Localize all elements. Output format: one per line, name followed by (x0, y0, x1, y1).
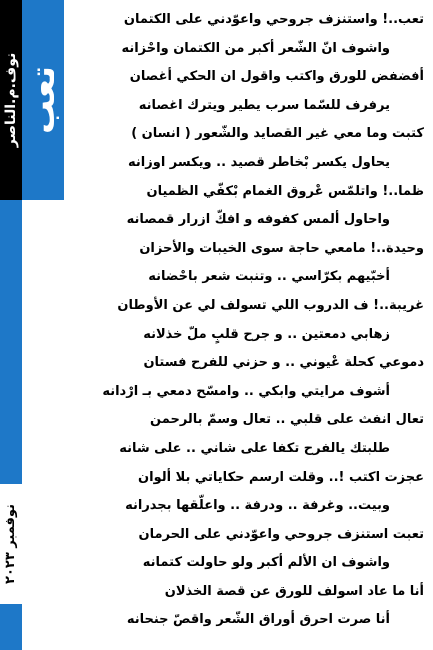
poem-line: واحاول ألمس كفوفه و افكّ ازرار قمصانه (126, 212, 390, 228)
poem-line: تعال انفث على قلبي .. تعال وسمّ بالرحمن (150, 412, 424, 428)
poem-line: يحاول يكسر بْخاطر قصيد .. ويكسر اوزانه (128, 154, 390, 170)
poem-line: تعبت استنزف جروحي واعوّدني على الحرمان (138, 526, 424, 542)
poem-line: وحيدة..! مامعي حاجة سوى الخيبات والأحزان (139, 240, 424, 256)
poem-line: أشوف مرايتي وابكي .. وامسّح دمعي بـ ارْدانه (102, 383, 390, 399)
poem-line: تعب..! واستنزف جروحي واعوّدني على الكتمان (123, 12, 424, 27)
poem-line: كتبت وما معي غير القصايد والشّعور ( انسان ) (131, 126, 424, 142)
poem-line: أفضفض للورق واكتب واقول ان الحكي أغصان (129, 69, 424, 85)
poem-line: أخبّيهم بكرّاسي .. وتنبت شعر باحْضانه (148, 269, 390, 285)
poem-date: نوفمبر ٢٠٢٣ (3, 504, 18, 584)
poem-line: ظما..! واتلمّس عْروق الغمام بْكفّي الظميان (146, 183, 424, 199)
poem-line: طلبتك يالفرح تكفا على شاني .. على شانه (119, 440, 390, 456)
poem-line: أنا ما عاد اسولف للورق عن قصة الخذلان (164, 583, 424, 599)
poem-line: غريبة..! ف الدروب اللي تسولف لي عن الأوطان (117, 297, 424, 313)
author-block (0, 0, 22, 200)
title-block (22, 0, 64, 200)
poem-body (64, 6, 424, 646)
poem-title: تعب (23, 66, 63, 134)
author-name: نوف.م.الناصر (3, 52, 19, 148)
poem-line: واشوف انّ الشّعر أكبر من الكتمان واحْزانه (121, 40, 390, 56)
poem-line: أنا صرت احرق أوراق الشّعر واقصّ جنحانه (126, 612, 390, 628)
poem-line: دموعي كحلة عْيوني .. و حزني للفرح فستان (143, 355, 424, 371)
poem-line: واشوف ان الألم أكبر ولو حاولت كتمانه (142, 555, 390, 571)
poem-line: وبيت.. وغرفة .. ودرفة .. واعلّقها بجدرانه (125, 498, 390, 514)
side-banner (0, 0, 64, 650)
poem-line: يرفرف للسّما سرب يطير ويترك اغصانه (138, 97, 390, 113)
poem-line: عجزت اكتب !.. وقلت ارسم حكاياتي بلا ألوان (138, 469, 424, 485)
poem-line: زهابي دمعتين .. و جرح قلبٍ ملّ خذلانه (143, 326, 390, 342)
